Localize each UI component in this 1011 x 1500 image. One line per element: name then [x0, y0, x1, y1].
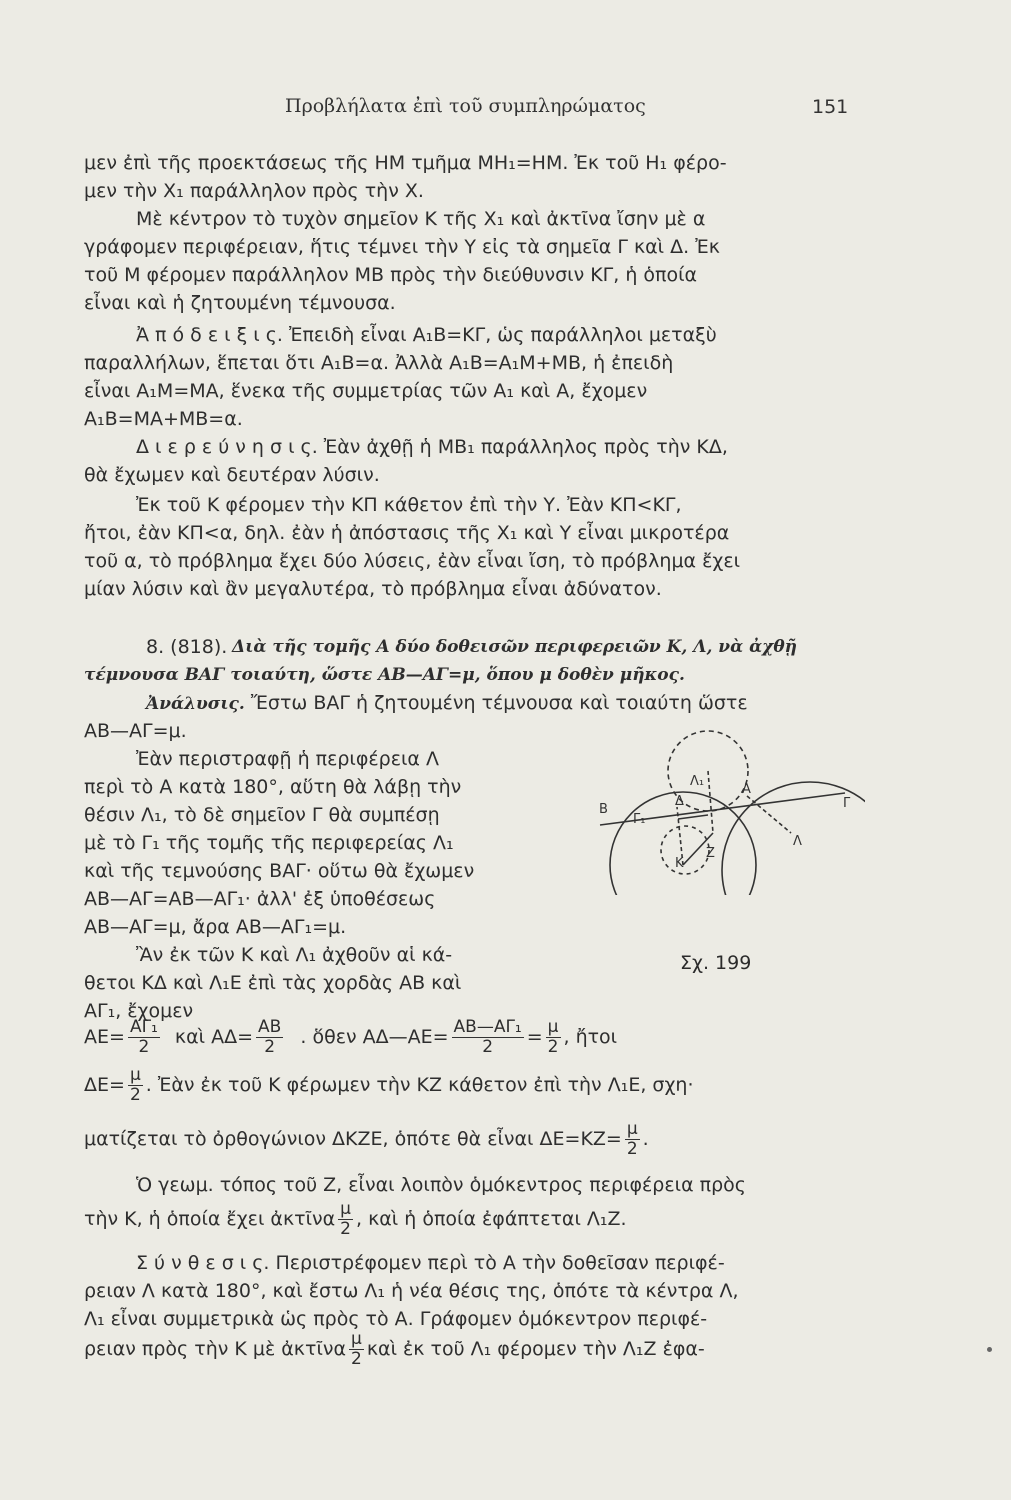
page-number: 151 — [812, 96, 849, 118]
equation-line: ρειαν πρὸς τὴν Κ μὲ ἀκτῖνα $\frac{\mu}{2}$ καὶ ἐκ τοῦ Λ₁ φέρομεν τὴν Λ₁Ζ ἐφα- — [84, 1329, 705, 1369]
fraction: $\frac{\mu}{2}$ — [351, 1329, 362, 1369]
label-z: Ζ — [706, 846, 715, 861]
label-k: Κ — [675, 856, 684, 871]
text-line: Α₁Β=ΜΑ+ΜΒ=α. — [84, 408, 243, 430]
line-de — [678, 815, 708, 819]
text-line: θετοι ΚΔ καὶ Λ₁Ε ἐπὶ τὰς χορδὰς ΑΒ καὶ — [84, 972, 462, 994]
text-line: εἶναι Α₁Μ=ΜΑ, ἕνεκα τῆς συμμετρίας τῶν Α₁ καὶ Α, ἔχομεν — [84, 380, 648, 402]
fraction: $\frac{\mu}{2}$ — [626, 1119, 638, 1159]
equation-ae: ΑΕ= — [84, 1026, 125, 1048]
text-line: ΑΓ₁, ἔχομεν — [84, 1000, 194, 1022]
text-line: παραλλήλων, ἕπεται ὅτι Α₁Β=α. Ἀλλὰ Α₁Β=Α₁Μ+ΜΒ, ἡ ἐπειδὴ — [84, 352, 674, 374]
geometry-figure — [595, 715, 865, 895]
label-g: Γ — [843, 796, 851, 811]
fraction: $\frac{\mu}{2}$ — [547, 1017, 559, 1057]
text-line: εἶναι καὶ ἡ ζητουμένη τέμνουσα. — [84, 292, 396, 314]
label-g1: Γ₁ — [633, 812, 646, 827]
problem-number: 8. (818). — [146, 636, 228, 658]
fraction: $\frac{\mu}{2}$ — [129, 1065, 141, 1105]
text-line: Δ ι ε ρ ε ύ ν η σ ι ς. Ἐὰν ἀχθῇ ἡ ΜΒ₁ παράλληλος πρὸς τὴν ΚΔ, — [136, 436, 728, 458]
text-line: γράφομεν περιφέρειαν, ἥτις τέμνει τὴν Υ εἰς τὰ σημεῖα Γ καὶ Δ. Ἐκ — [84, 236, 720, 258]
circle-k-small — [661, 826, 709, 874]
figure-caption: Σχ. 199 — [680, 952, 752, 974]
equation-line: ΔΕ= $\frac{\mu}{2}$ . Ἐὰν ἐκ τοῦ Κ φέρωμεν τὴν ΚΖ κάθετον ἐπὶ τὴν Λ₁Ε, σχη· — [84, 1065, 694, 1105]
text-line: θὰ ἔχωμεν καὶ δευτέραν λύσιν. — [84, 464, 380, 486]
label-a: Α — [742, 782, 751, 797]
text-line: Ἂν ἐκ τῶν Κ καὶ Λ₁ ἀχθοῦν αἱ κά- — [136, 944, 453, 966]
text-line: θέσιν Λ₁, τὸ δὲ σημεῖον Γ θὰ συμπέσῃ — [84, 804, 440, 826]
label-d: Δ — [675, 794, 684, 809]
text-line: Σ ύ ν θ ε σ ι ς. Περιστρέφομεν περὶ τὸ Α τὴν δοθεῖσαν περιφέ- — [136, 1252, 725, 1274]
text-line: Ἀ π ό δ ε ι ξ ι ς. Ἐπειδὴ εἶναι Α₁Β=ΚΓ, ὡς παράλληλοι μεταξὺ — [136, 324, 717, 346]
label-l: Λ — [793, 834, 802, 849]
text-line: τοῦ Μ φέρομεν παράλληλον ΜΒ πρὸς τὴν διεύθυνσιν ΚΓ, ἡ ὁποία — [84, 264, 698, 286]
text-line: τοῦ α, τὸ πρόβλημα ἔχει δύο λύσεις, ἐὰν εἶναι ἴση, τὸ πρόβλημα ἔχει — [84, 550, 741, 572]
equation-line: ΑΕ= $\frac{\text{ΑΓ₁}}{2}$ καὶ ΑΔ= $\frac{AB}{2}$ . ὅθεν ΑΔ—ΑΕ= $\frac{\text{ΑΒ—ΑΓ₁}}{2}$ = $\frac{\mu}{2}$ , ἤτοι — [84, 1017, 618, 1057]
text-line — [146, 690, 748, 717]
text-line: μίαν λύσιν καὶ ἂν μεγαλυτέρα, τὸ πρόβλημα εἶναι ἀδύνατον. — [84, 578, 662, 600]
text-line: μεν τὴν Χ₁ παράλληλον πρὸς τὴν Χ. — [84, 180, 424, 202]
fraction: $\frac{AB}{2}$ — [258, 1017, 282, 1057]
equation-diff: . ὅθεν ΑΔ—ΑΕ= — [300, 1026, 449, 1048]
text-line: μεν ἐπὶ τῆς προεκτάσεως τῆς ΗΜ τμῆμα ΜΗ₁=ΗΜ. Ἐκ τοῦ Η₁ φέρο- — [84, 152, 727, 174]
problem-statement: τέμνουσα ΒΑΓ τοιαύτη, ὥστε ΑΒ—ΑΓ=μ, ὅπου μ δοθὲν μῆκος. — [84, 665, 685, 685]
text-line: καὶ τῆς τεμνούσης ΒΑΓ· οὕτω θὰ ἔχωμεν — [84, 860, 475, 882]
text-line: ΑΒ—ΑΓ=μ. — [84, 720, 187, 742]
analysis-text: Ἔστω ΒΑΓ ἡ ζητουμένη τέμνουσα καὶ τοιαύτη ὥστε — [250, 692, 748, 714]
label-b: Β — [599, 802, 608, 817]
text-line: Λ₁ εἶναι συμμετρικὰ ὡς πρὸς τὸ Α. Γράφομεν ὁμόκεντρον περιφέ- — [84, 1308, 708, 1330]
text-line: περὶ τὸ Α κατὰ 180°, αὕτη θὰ λάβῃ τὴν — [84, 776, 462, 798]
line-l1-e — [708, 771, 713, 833]
problem-statement: Διὰ τῆς τομῆς Α δύο δοθεισῶν περιφερειῶν Κ, Λ, νὰ ἀχθῇ — [232, 637, 798, 657]
equation-line: ματίζεται τὸ ὀρθογώνιον ΔΚΖΕ, ὁπότε θὰ εἶναι ΔΕ=ΚΖ= $\frac{\mu}{2}$ . — [84, 1119, 649, 1159]
text-line: Μὲ κέντρον τὸ τυχὸν σημεῖον Κ τῆς Χ₁ καὶ ἀκτῖνα ἴσην μὲ α — [136, 208, 706, 230]
text-line: Ἐὰν περιστραφῇ ἡ περιφέρεια Λ — [136, 748, 439, 770]
text-line: ἤτοι, ἐὰν ΚΠ<α, δηλ. ἐὰν ἡ ἀπόστασις τῆς Χ₁ καὶ Υ εἶναι μικροτέρα — [84, 522, 730, 544]
fraction: $\frac{\text{ΑΒ—ΑΓ₁}}{2}$ — [453, 1017, 522, 1057]
fraction: $\frac{\text{ΑΓ₁}}{2}$ — [129, 1017, 158, 1057]
label-l1: Λ₁ — [690, 774, 705, 789]
equation-ad: καὶ ΑΔ= — [174, 1026, 254, 1048]
text-line: Ἐκ τοῦ Κ φέρομεν τὴν ΚΠ κάθετον ἐπὶ τὴν Υ. Ἐὰν ΚΠ<ΚΓ, — [136, 494, 682, 516]
text-line: Ὁ γεωμ. τόπος τοῦ Ζ, εἶναι λοιπὸν ὁμόκεντρος περιφέρεια πρὸς — [136, 1174, 746, 1196]
running-header: Προβλήλατα ἐπὶ τοῦ συμπληρώματος — [285, 95, 646, 117]
analysis-label: Ἀνάλυσις. — [146, 694, 245, 714]
fraction: $\frac{\mu}{2}$ — [340, 1199, 351, 1239]
text-line: ΑΒ—ΑΓ=μ, ἄρα ΑΒ—ΑΓ₁=μ. — [84, 916, 347, 938]
text-line: ΑΒ—ΑΓ=ΑΒ—ΑΓ₁· ἀλλ' ἐξ ὑποθέσεως — [84, 888, 436, 910]
text-line: μὲ τὸ Γ₁ τῆς τομῆς τῆς περιφερείας Λ₁ — [84, 832, 454, 854]
text-line: ρειαν Λ κατὰ 180°, καὶ ἔστω Λ₁ ἡ νέα θέσις της, ὁπότε τὰ κέντρα Λ, — [84, 1280, 739, 1302]
margin-dot — [987, 1347, 992, 1352]
equation-line: τὴν Κ, ἡ ὁποία ἔχει ἀκτῖνα $\frac{\mu}{2}$ , καὶ ἡ ὁποία ἐφάπτεται Λ₁Ζ. — [84, 1199, 627, 1239]
